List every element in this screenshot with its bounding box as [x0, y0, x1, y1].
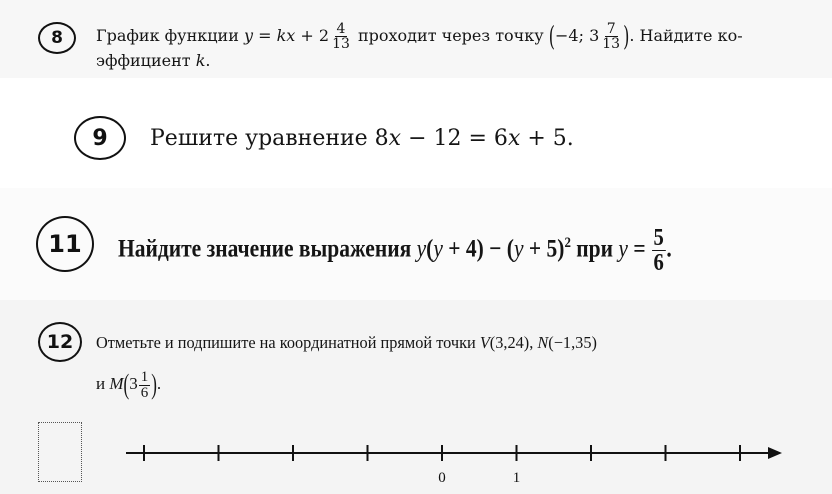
task-12-m-paren-open: ( [123, 368, 130, 401]
task-8-var-kx: kx [276, 26, 296, 45]
task-12-point-n-value: (−1,35) [548, 333, 597, 352]
task-11-var-y: y [618, 235, 628, 263]
task-11-fraction-denominator: 6 [653, 250, 664, 277]
task-11-number-label: 11 [48, 230, 82, 258]
axis-label-zero: 0 [438, 470, 446, 486]
task-12-point-v-value: (3,24), [489, 333, 538, 352]
task-9-text-mid: − 12 = 6 [401, 126, 508, 151]
task-9-text-start: Решите уравнение 8 [150, 126, 389, 151]
task-11-expr-y1: y [416, 235, 427, 263]
task-8-text-start: График функции [96, 26, 244, 45]
task-8-eq-sign: = [253, 26, 277, 45]
task-11-expr-end: + 5) [523, 235, 565, 263]
axis-label-one: 1 [512, 470, 521, 486]
task-8-paren-close: ) [623, 19, 630, 52]
task-8-fraction-denominator: 13 [332, 36, 350, 52]
task-8-point-fraction-numerator: 7 [606, 21, 616, 37]
task-9-var-x1: x [388, 126, 402, 151]
task-12-point-m: M [109, 374, 124, 393]
task-11-expr-paren: ( [426, 235, 434, 263]
task-11-expr-mid: + 4) − ( [442, 235, 514, 263]
task-11-expr-y3: y [513, 235, 524, 263]
task-12-m-period: . [156, 374, 162, 393]
task-9-text-end: + 5. [520, 126, 574, 151]
task-12-point-n: N [537, 333, 549, 352]
task-12-m-fraction-numerator: 1 [140, 368, 149, 385]
task-11-text-start: Найдите значение выражения [118, 235, 417, 263]
task-8-number-label: 8 [51, 28, 63, 48]
task-8-line2-text: эффициент [96, 51, 196, 70]
task-11-eq-sign: = [627, 235, 651, 263]
task-12-number-label: 12 [46, 331, 74, 353]
task-8-plus-2: + 2 [295, 26, 330, 45]
task-11-exponent: 2 [564, 235, 571, 251]
task-12-m-paren-close: ) [151, 368, 157, 401]
task-12-m-fraction-denominator: 6 [140, 384, 149, 401]
task-12-line2-text: и [96, 374, 110, 393]
task-8-point-fraction-denominator: 13 [602, 36, 621, 52]
task-8-text-mid: проходит через точку [352, 26, 549, 45]
task-11-fraction-numerator: 5 [653, 225, 664, 252]
task-11-period: . [666, 235, 672, 263]
task-9-number-label: 9 [92, 125, 108, 151]
task-8-text-end: . Найдите ко- [629, 26, 743, 45]
task-11-text-pri: при [570, 235, 619, 263]
task-12-line1-text: Отметьте и подпишите на координатной прямой точки [96, 333, 480, 352]
task-8-point-coords: −4; 3 [555, 26, 600, 45]
task-12-point-v: V [479, 333, 490, 352]
task-8-line2-var-k: k [195, 51, 206, 70]
task-8-paren-open: ( [548, 19, 556, 52]
task-11-expr-y2: y [433, 235, 443, 263]
task-8-fraction-numerator: 4 [336, 21, 346, 37]
number-line-arrow [768, 447, 782, 459]
task-8-var-y: y [243, 26, 253, 45]
task-9-var-x2: x [507, 126, 521, 151]
task-8-line2-period: . [205, 51, 211, 70]
task-12-m-integer: 3 [129, 374, 138, 393]
